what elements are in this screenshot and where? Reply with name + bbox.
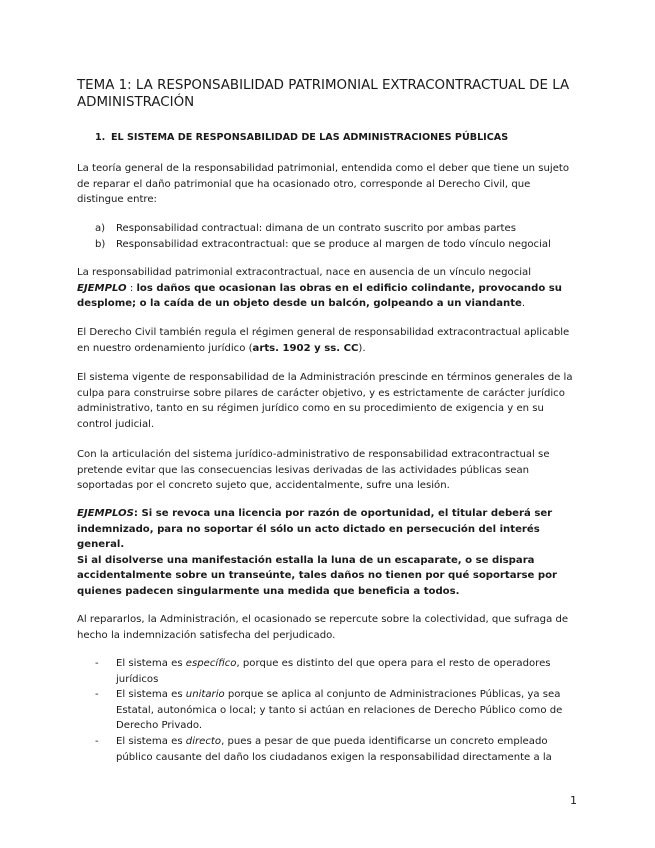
example-end: . [521, 298, 526, 310]
list-item-pre: El sistema es [116, 735, 186, 747]
list-item [95, 734, 577, 765]
section-heading-text: EL SISTEMA DE RESPONSABILIDAD DE LAS ADMINISTRACIONES PÚBLICAS [111, 132, 509, 143]
list-item-term: unitario [185, 689, 225, 701]
list-item [95, 237, 577, 253]
example-2: Si al disolverse una manifestación estalla la luna de un escaparate, o se dispara accidentalmente sobre un transeúnte, tales daños no tienen por qué soportarse por quienes padecen singularmente una medida que beneficia a todos. [77, 554, 558, 597]
page-number: 1 [570, 794, 577, 807]
list-marker: - [95, 689, 99, 701]
list-marker: a) [95, 223, 106, 234]
section-number: 1. [95, 132, 106, 143]
paragraph-articulacion: Con la articulación del sistema jurídico-administrativo de responsabilidad extracontractual se pretende evitar que las consecuencias lesivas derivadas de las actividades públicas sean soportadas por el concreto sujeto que, accidentalmente, sufre una lesión. [77, 449, 550, 492]
paragraph-reparacion: Al repararlos, la Administración, el ocasionado se repercute sobre la colectividad, que sufraga de hecho la indemnización satisfecha del perjudicado. [77, 614, 569, 641]
dashed-list [95, 656, 577, 765]
list-item-post: , pues a pesar de que pueda identificarse un concreto empleado público causante del daño los ciudadanos exigen la responsabilidad directamente a la [116, 735, 552, 763]
list-item-text: Responsabilidad contractual: dimana de un contrato suscrito por ambas partes [116, 223, 516, 234]
list-item-post: , porque es distinto del que opera para el resto de operadores jurídicos [116, 658, 551, 685]
legal-reference: arts. 1902 y ss. CC [252, 342, 359, 354]
example-text: los daños que ocasionan las obras en el edificio colindante, provocando su desplome; o la caída de un objeto desde un balcón, golpeando a un viandante [77, 282, 562, 310]
list-item-text: Responsabilidad extracontractual: que se produce al margen de todo vínculo negocial [116, 238, 551, 250]
paragraph-text: El Derecho Civil también regula el régimen general de responsabilidad extracontractual aplicable en nuestro ordenamiento jurídico ( [77, 327, 570, 354]
paragraph-sistema-vigente: El sistema vigente de responsabilidad de la Administración prescinde en términos generales de la culpa para construirse sobre pilares de carácter objetivo, y es estrictamente de carácter jurídico administrativo, tanto en su régimen jurídico como en su procedimiento de exigencia y en su control judicial. [77, 372, 573, 430]
example-1: : Si se revoca una licencia por razón de oportunidad, el titular deberá ser indemnizado, para no soportar él sólo un acto dictado en persecución del interés general. [77, 508, 553, 551]
list-item-post: porque se aplica al conjunto de Administraciones Públicas, ya sea Estatal, autonómica o local; y tanto si actúan en relaciones de Derecho Público como de Derecho Privado. [116, 689, 563, 732]
list-item [95, 656, 577, 687]
paragraph-text: La responsabilidad patrimonial extracontractual, nace en ausencia de un vínculo negocial [77, 267, 532, 278]
list-item-term: directo [185, 735, 222, 747]
example-label: EJEMPLO [77, 282, 127, 294]
list-item-pre: El sistema es [116, 658, 186, 669]
document-title: TEMA 1: LA RESPONSABILIDAD PATRIMONIAL EXTRACONTRACTUAL DE LA ADMINISTRACIÓN [77, 78, 570, 110]
list-item [95, 221, 577, 237]
section-heading [95, 131, 585, 144]
list-item [95, 687, 577, 734]
list-item-pre: El sistema es [116, 689, 186, 701]
list-marker: - [95, 735, 99, 747]
paragraph-end: ). [358, 342, 366, 354]
list-item-term: específico [185, 658, 237, 669]
paragraph-extracontractual [77, 265, 577, 312]
examples-label: EJEMPLOS [77, 508, 134, 519]
lettered-list [95, 221, 577, 252]
list-marker: - [95, 658, 99, 669]
example-separator: : [126, 282, 137, 294]
paragraph-examples [77, 506, 577, 600]
paragraph-intro: La teoría general de la responsabilidad patrimonial, entendida como el deber que tiene un sujeto de reparar el daño patrimonial que ha ocasionado otro, corresponde al Derecho Civil, que distingue entre: [77, 163, 570, 206]
paragraph-derecho-civil [77, 325, 577, 356]
list-marker: b) [95, 238, 106, 250]
